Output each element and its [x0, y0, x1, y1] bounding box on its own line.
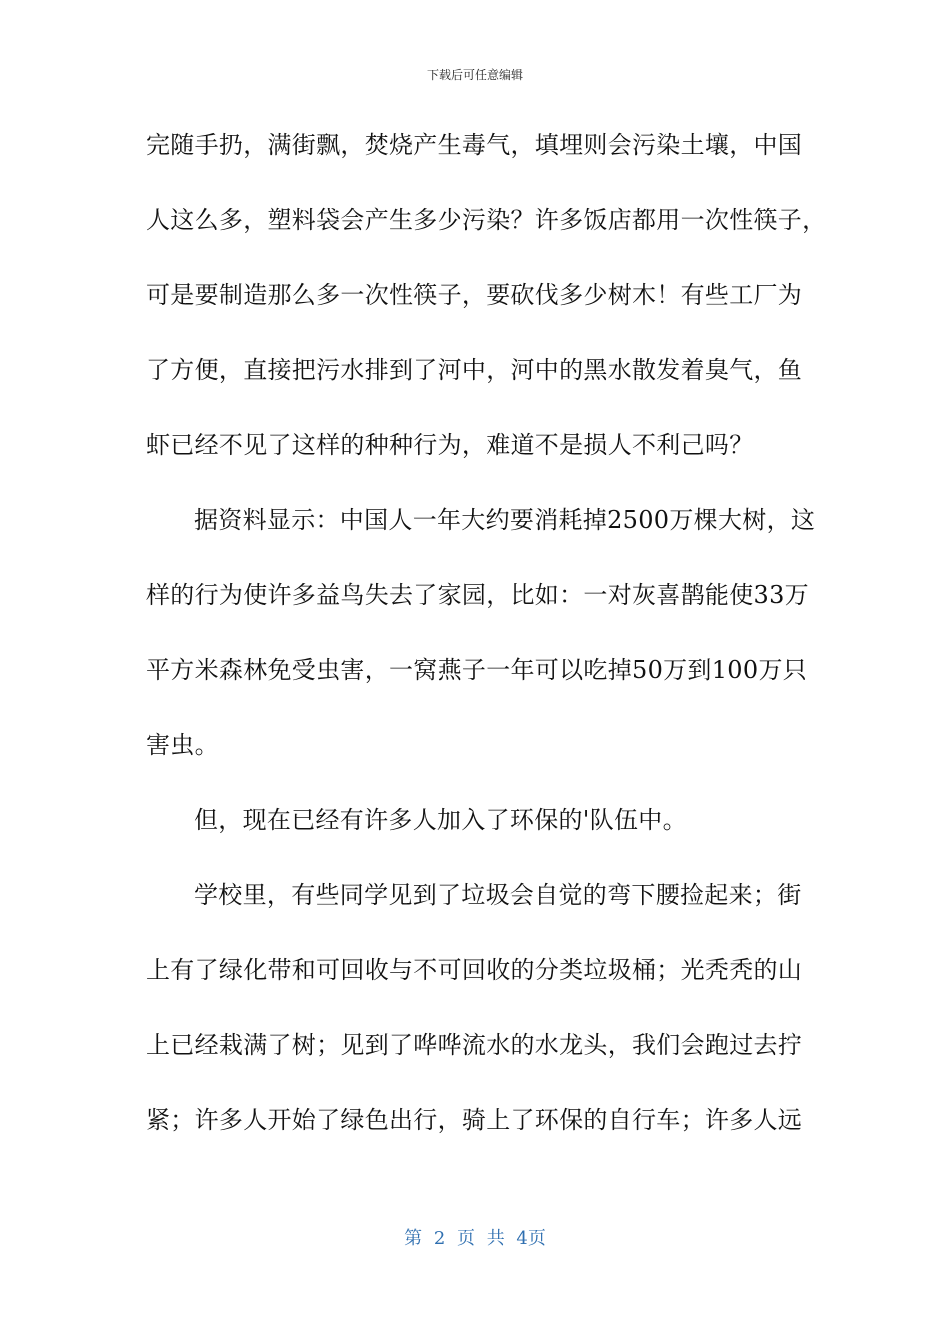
paragraph-line: 害虫。 — [146, 731, 219, 759]
paragraph-line: 但，现在已经有许多人加入了环保的'队伍中。 — [194, 806, 687, 834]
paragraph-line: 可是要制造那么多一次性筷子，要砍伐多少树木！有些工厂为 — [146, 281, 803, 309]
paragraph-line: 虾已经不见了这样的种种行为，难道不是损人不利己吗？ — [146, 431, 754, 459]
paragraph-line: 据资料显示：中国人一年大约要消耗掉2500万棵大树，这 — [194, 506, 816, 534]
paragraph-line: 人这么多，塑料袋会产生多少污染？许多饭店都用一次性筷子， — [146, 206, 827, 234]
paragraph-line: 上已经栽满了树；见到了哗哗流水的水龙头，我们会跑过去拧 — [146, 1031, 803, 1059]
paragraph-line: 完随手扔，满街飘，焚烧产生毒气，填埋则会污染土壤，中国 — [146, 131, 803, 159]
paragraph-line: 上有了绿化带和可回收与不可回收的分类垃圾桶；光秃秃的山 — [146, 956, 803, 984]
document-body — [146, 120, 827, 1170]
paragraph-line: 样的行为使许多益鸟失去了家园，比如：一对灰喜鹊能使33万 — [146, 581, 809, 609]
paragraph-line: 平方米森林免受虫害，一窝燕子一年可以吃掉50万到100万只 — [146, 656, 808, 684]
paragraph-line: 紧；许多人开始了绿色出行，骑上了环保的自行车；许多人远 — [146, 1106, 803, 1134]
paragraph-line: 学校里，有些同学见到了垃圾会自觉的弯下腰捡起来；街 — [194, 881, 802, 909]
page-footer: 第 2 页 共 4页 — [404, 1228, 546, 1249]
paragraph-line: 了方便，直接把污水排到了河中，河中的黑水散发着臭气，鱼 — [146, 356, 803, 384]
page-header: 下载后可任意编辑 — [426, 68, 523, 82]
